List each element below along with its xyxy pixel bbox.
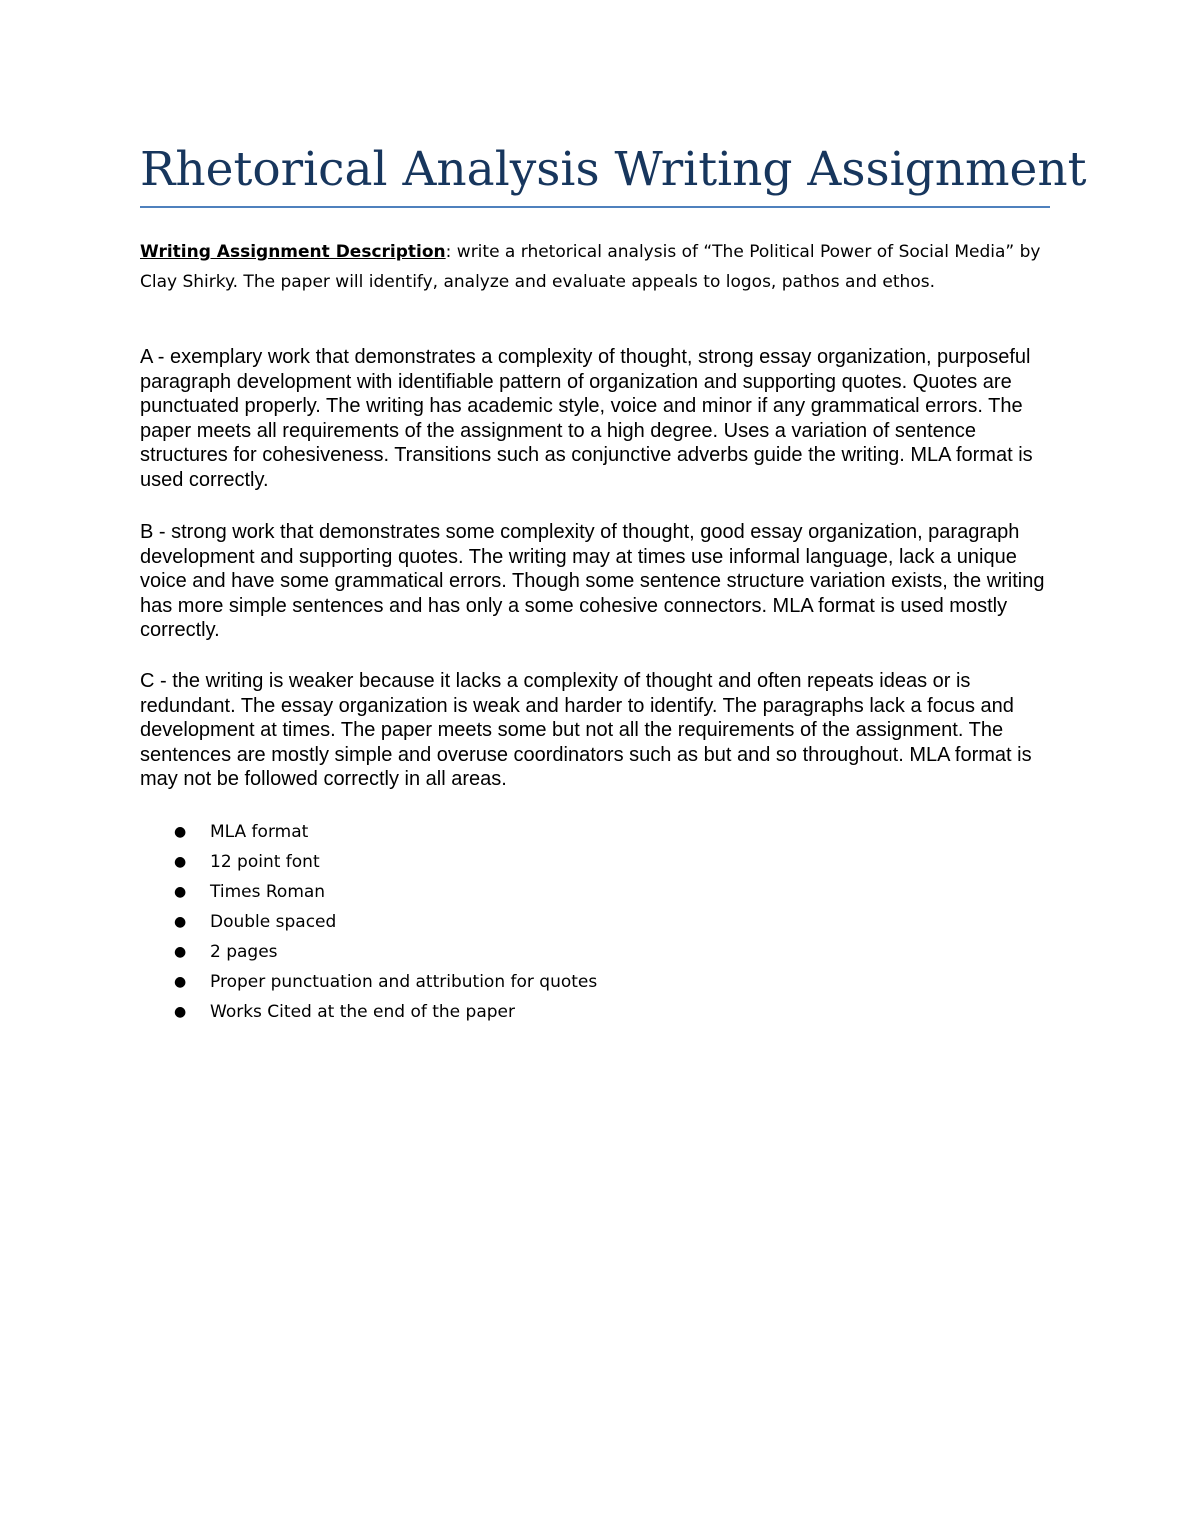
- description-label: Writing Assignment Description: [140, 242, 446, 262]
- bullet-icon: ●: [174, 914, 187, 930]
- requirement-item: [140, 817, 597, 847]
- requirement-item: [140, 997, 597, 1027]
- bullet-icon: ●: [174, 884, 187, 900]
- requirement-item: [140, 847, 597, 877]
- bullet-icon: ●: [174, 1004, 187, 1020]
- requirement-item: [140, 967, 597, 997]
- bullet-icon: ●: [174, 824, 187, 840]
- requirement-text: Times Roman: [210, 882, 326, 902]
- requirement-item: [140, 937, 597, 967]
- page-title: Rhetorical Analysis Writing Assignment: [140, 142, 1087, 197]
- assignment-description: [140, 237, 1050, 297]
- requirement-text: 2 pages: [210, 942, 278, 962]
- grade-c-criteria: C - the writing is weaker because it lacks a complexity of thought and often repeats ideas or is redundant. The essay organization is weak and harder to identify. The paragraphs lack a focus and development at times. The paper meets some but not all the requirements of the assignment. The sentences are mostly simple and overuse coordinators such as but and so throughout. MLA format is may not be followed correctly in all areas.: [140, 670, 1032, 791]
- description-text: : write a rhetorical analysis of “The Political Power of Social Media” by Clay Shirky. The paper will identify, analyze and evaluate appeals to logos, pathos and ethos.: [140, 242, 1041, 292]
- grade-b-criteria: B - strong work that demonstrates some complexity of thought, good essay organization, paragraph development and supporting quotes. The writing may at times use informal language, lack a unique voice and have some grammatical errors. Though some sentence structure variation exists, the writing has more simple sentences and has only a some cohesive connectors. MLA format is used mostly correctly.: [140, 521, 1045, 642]
- requirement-text: 12 point font: [210, 852, 320, 872]
- requirement-text: Proper punctuation and attribution for quotes: [210, 972, 598, 992]
- grade-a-criteria: A - exemplary work that demonstrates a complexity of thought, strong essay organization, purposeful paragraph development with identifiable pattern of organization and supporting quotes. Quotes are punctuated properly. The writing has academic style, voice and minor if any grammatical errors. The paper meets all requirements of the assignment to a high degree. Uses a variation of sentence structures for cohesiveness. Transitions such as conjunctive adverbs guide the writing. MLA format is used correctly.: [140, 346, 1033, 491]
- bullet-icon: ●: [174, 854, 187, 870]
- requirements-list: [140, 817, 597, 1027]
- bullet-icon: ●: [174, 944, 187, 960]
- requirement-text: Works Cited at the end of the paper: [210, 1002, 515, 1022]
- requirement-item: [140, 877, 597, 907]
- bullet-icon: ●: [174, 974, 187, 990]
- requirement-text: MLA format: [210, 822, 309, 842]
- title-underline-divider: [140, 206, 1050, 208]
- requirement-text: Double spaced: [210, 912, 337, 932]
- requirement-item: [140, 907, 597, 937]
